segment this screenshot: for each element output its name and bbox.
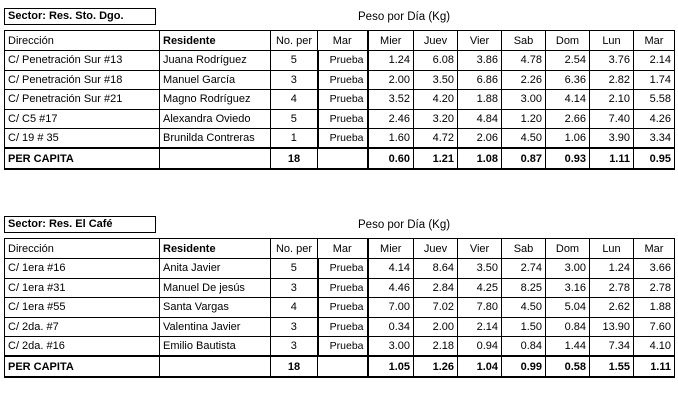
cell-mar: Prueba: [318, 129, 368, 149]
cell-value: 3.00: [546, 259, 590, 279]
cell-residente: Alexandra Oviedo: [160, 109, 271, 129]
cell-direccion: C/ 1era #16: [5, 259, 160, 279]
per-capita-value: 0.87: [502, 148, 546, 169]
cell-value: 2.54: [546, 51, 590, 71]
sector-title: Sector: Res. El Café: [4, 216, 156, 233]
cell-value: 3.52: [368, 90, 414, 110]
header-direccion: Dirección: [5, 31, 160, 51]
cell-value: 3.50: [414, 70, 458, 90]
per-capita-value: 1.11: [634, 356, 675, 377]
cell-no-per: 5: [271, 259, 318, 279]
cell-mar: Prueba: [318, 90, 368, 110]
header-day: Vier: [458, 239, 502, 259]
per-capita-value: 1.08: [458, 148, 502, 169]
table-row: [5, 337, 675, 357]
cell-value: 4.84: [458, 109, 502, 129]
cell-mar: Prueba: [318, 109, 368, 129]
cell-value: 4.20: [414, 90, 458, 110]
per-capita-row: [5, 356, 675, 377]
header-no-per: No. per: [271, 31, 318, 51]
cell-value: 1.24: [590, 259, 634, 279]
table-row: [5, 70, 675, 90]
cell-value: 4.72: [414, 129, 458, 149]
cell-value: 3.86: [458, 51, 502, 71]
cell-value: 5.04: [546, 298, 590, 318]
per-capita-value: 1.04: [458, 356, 502, 377]
per-capita-label: PER CAPITA: [5, 148, 160, 169]
per-capita-value: 1.26: [414, 356, 458, 377]
header-day: Dom: [546, 239, 590, 259]
cell-mar: Prueba: [318, 278, 368, 298]
cell-value: 1.88: [634, 298, 675, 318]
cell-value: 2.84: [414, 278, 458, 298]
cell-residente: Manuel De jesús: [160, 278, 271, 298]
header-day: Mar: [634, 239, 675, 259]
cell-mar: Prueba: [318, 259, 368, 279]
table-row: [5, 51, 675, 71]
header-no-per: No. per: [271, 239, 318, 259]
cell-value: 0.94: [458, 337, 502, 357]
cell-residente: Magno Rodríguez: [160, 90, 271, 110]
per-capita-value: 1.11: [590, 148, 634, 169]
cell-value: 2.82: [590, 70, 634, 90]
cell-value: 2.18: [414, 337, 458, 357]
per-capita-value: 0.58: [546, 356, 590, 377]
cell-value: 8.64: [414, 259, 458, 279]
cell-value: 4.46: [368, 278, 414, 298]
weight-title: Peso por Día (Kg): [358, 11, 451, 23]
sector-table: [4, 30, 675, 170]
per-capita-value: 0.93: [546, 148, 590, 169]
cell-value: 7.34: [590, 337, 634, 357]
per-capita-mar: [318, 148, 368, 169]
cell-value: 7.80: [458, 298, 502, 318]
cell-value: 1.24: [368, 51, 414, 71]
cell-mar: Prueba: [318, 70, 368, 90]
cell-residente: Emilio Bautista: [160, 337, 271, 357]
cell-value: 1.74: [634, 70, 675, 90]
table-row: [5, 129, 675, 149]
cell-value: 6.08: [414, 51, 458, 71]
cell-mar: Prueba: [318, 51, 368, 71]
table-row: [5, 317, 675, 337]
cell-value: 1.88: [458, 90, 502, 110]
per-capita-mar: [318, 356, 368, 377]
cell-residente: Anita Javier: [160, 259, 271, 279]
cell-no-per: 5: [271, 51, 318, 71]
cell-value: 3.34: [634, 129, 675, 149]
cell-value: 1.60: [368, 129, 414, 149]
cell-direccion: C/ 19 # 35: [5, 129, 160, 149]
cell-value: 1.50: [502, 317, 546, 337]
cell-value: 13.90: [590, 317, 634, 337]
cell-value: 4.78: [502, 51, 546, 71]
table-row: [5, 278, 675, 298]
header-row: [5, 239, 675, 259]
cell-value: 4.26: [634, 109, 675, 129]
cell-direccion: C/ 2da. #7: [5, 317, 160, 337]
cell-value: 7.40: [590, 109, 634, 129]
cell-value: 0.34: [368, 317, 414, 337]
table-row: [5, 90, 675, 110]
cell-value: 2.14: [634, 51, 675, 71]
cell-value: 2.00: [368, 70, 414, 90]
cell-value: 2.14: [458, 317, 502, 337]
cell-value: 2.10: [590, 90, 634, 110]
cell-no-per: 4: [271, 90, 318, 110]
cell-value: 0.84: [502, 337, 546, 357]
cell-value: 3.00: [368, 337, 414, 357]
cell-value: 3.90: [590, 129, 634, 149]
cell-value: 2.00: [414, 317, 458, 337]
header-direccion: Dirección: [5, 239, 160, 259]
sector-table: [4, 238, 675, 378]
header-day: Mar: [318, 31, 368, 51]
cell-value: 3.20: [414, 109, 458, 129]
header-day: Lun: [590, 31, 634, 51]
header-day: Lun: [590, 239, 634, 259]
cell-mar: Prueba: [318, 298, 368, 318]
cell-value: 2.74: [502, 259, 546, 279]
table-row: [5, 298, 675, 318]
cell-no-per: 3: [271, 278, 318, 298]
header-day: Mier: [368, 31, 414, 51]
cell-value: 3.50: [458, 259, 502, 279]
cell-value: 7.60: [634, 317, 675, 337]
per-capita-label: PER CAPITA: [5, 356, 160, 377]
cell-residente: Brunilda Contreras: [160, 129, 271, 149]
sector-title: Sector: Res. Sto. Dgo.: [4, 8, 156, 25]
header-day: Mier: [368, 239, 414, 259]
per-capita-no-per: 18: [271, 148, 318, 169]
weight-title: Peso por Día (Kg): [358, 219, 451, 231]
per-capita-row: [5, 148, 675, 169]
cell-no-per: 3: [271, 70, 318, 90]
cell-direccion: C/ Penetración Sur #21: [5, 90, 160, 110]
cell-value: 8.25: [502, 278, 546, 298]
cell-value: 1.06: [546, 129, 590, 149]
cell-direccion: C/ Penetración Sur #18: [5, 70, 160, 90]
per-capita-value: 1.05: [368, 356, 414, 377]
cell-value: 4.14: [546, 90, 590, 110]
cell-value: 5.58: [634, 90, 675, 110]
header-day: Sab: [502, 31, 546, 51]
cell-no-per: 3: [271, 317, 318, 337]
per-capita-value: 0.99: [502, 356, 546, 377]
cell-no-per: 4: [271, 298, 318, 318]
cell-value: 4.25: [458, 278, 502, 298]
header-day: Mar: [318, 239, 368, 259]
table-row: [5, 259, 675, 279]
cell-value: 6.36: [546, 70, 590, 90]
cell-direccion: C/ 2da. #16: [5, 337, 160, 357]
cell-value: 2.78: [634, 278, 675, 298]
cell-direccion: C/ C5 #17: [5, 109, 160, 129]
per-capita-empty: [160, 148, 271, 169]
cell-no-per: 3: [271, 337, 318, 357]
cell-no-per: 5: [271, 109, 318, 129]
cell-direccion: C/ 1era #31: [5, 278, 160, 298]
cell-direccion: C/ 1era #55: [5, 298, 160, 318]
cell-residente: Santa Vargas: [160, 298, 271, 318]
cell-direccion: C/ Penetración Sur #13: [5, 51, 160, 71]
header-day: Mar: [634, 31, 675, 51]
per-capita-value: 1.55: [590, 356, 634, 377]
header-day: Juev: [414, 31, 458, 51]
cell-value: 1.44: [546, 337, 590, 357]
cell-value: 1.20: [502, 109, 546, 129]
per-capita-value: 1.21: [414, 148, 458, 169]
header-row: [5, 31, 675, 51]
per-capita-no-per: 18: [271, 356, 318, 377]
cell-value: 3.76: [590, 51, 634, 71]
per-capita-empty: [160, 356, 271, 377]
cell-residente: Manuel García: [160, 70, 271, 90]
cell-value: 2.78: [590, 278, 634, 298]
cell-value: 2.62: [590, 298, 634, 318]
cell-mar: Prueba: [318, 317, 368, 337]
cell-value: 4.10: [634, 337, 675, 357]
per-capita-value: 0.95: [634, 148, 675, 169]
cell-value: 3.66: [634, 259, 675, 279]
cell-value: 0.84: [546, 317, 590, 337]
cell-value: 2.66: [546, 109, 590, 129]
cell-value: 3.16: [546, 278, 590, 298]
cell-residente: Juana Rodríguez: [160, 51, 271, 71]
cell-value: 2.06: [458, 129, 502, 149]
header-day: Vier: [458, 31, 502, 51]
cell-value: 4.14: [368, 259, 414, 279]
header-residente: Residente: [160, 31, 271, 51]
table-row: [5, 109, 675, 129]
header-day: Dom: [546, 31, 590, 51]
cell-value: 3.00: [502, 90, 546, 110]
cell-value: 2.46: [368, 109, 414, 129]
header-residente: Residente: [160, 239, 271, 259]
cell-value: 7.00: [368, 298, 414, 318]
cell-residente: Valentina Javier: [160, 317, 271, 337]
per-capita-value: 0.60: [368, 148, 414, 169]
cell-value: 4.50: [502, 298, 546, 318]
cell-no-per: 1: [271, 129, 318, 149]
header-day: Sab: [502, 239, 546, 259]
cell-value: 7.02: [414, 298, 458, 318]
cell-value: 4.50: [502, 129, 546, 149]
cell-value: 2.26: [502, 70, 546, 90]
cell-mar: Prueba: [318, 337, 368, 357]
header-day: Juev: [414, 239, 458, 259]
cell-value: 6.86: [458, 70, 502, 90]
